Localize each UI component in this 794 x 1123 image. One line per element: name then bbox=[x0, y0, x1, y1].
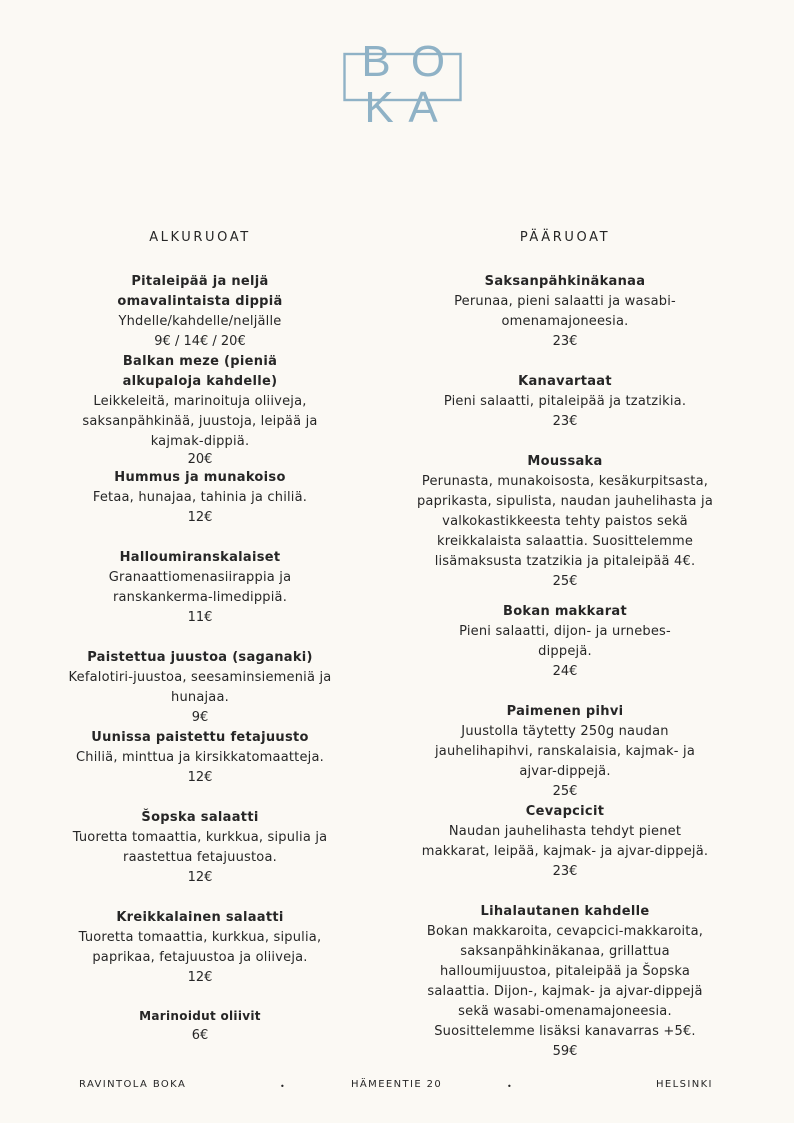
logo-letter-o: O bbox=[410, 38, 446, 86]
item-desc: Yhdelle/kahdelle/neljälle bbox=[118, 314, 282, 329]
menu-item bbox=[65, 728, 335, 788]
item-price: 9€ / 14€ / 20€ bbox=[154, 334, 246, 349]
item-name: Moussaka bbox=[527, 454, 603, 469]
item-desc: Granaattiomenasiirappia ja ranskankerma-limedippiä. bbox=[108, 570, 292, 605]
item-price: 20€ bbox=[187, 452, 213, 467]
item-price: 23€ bbox=[552, 414, 578, 429]
item-price: 23€ bbox=[552, 334, 578, 349]
item-name: Šopska salaatti bbox=[141, 810, 259, 825]
menu-item bbox=[420, 272, 710, 352]
footer-restaurant-name: RAVINTOLA BOKA bbox=[79, 1079, 187, 1090]
item-price: 6€ bbox=[191, 1028, 209, 1043]
item-name: Paimenen pihvi bbox=[506, 704, 624, 719]
item-desc: Tuoretta tomaattia, kurkkua, sipulia, paprikaa, fetajuustoa ja oliiveja. bbox=[78, 930, 322, 965]
item-name: Cevapcicit bbox=[525, 804, 605, 819]
menu-item bbox=[65, 648, 335, 728]
mains-column bbox=[416, 230, 714, 1062]
logo-letter-a: A bbox=[408, 83, 438, 124]
menu-item bbox=[65, 548, 335, 628]
item-desc: Perunaa, pieni salaatti ja wasabi-omenamajoneesia. bbox=[454, 294, 676, 329]
item-price: 12€ bbox=[187, 770, 213, 785]
menu-item bbox=[65, 1006, 335, 1046]
item-price: 23€ bbox=[552, 864, 578, 879]
footer-separator: • bbox=[507, 1082, 512, 1091]
menu-item bbox=[65, 908, 335, 988]
item-desc: Fetaa, hunajaa, tahinia ja chiliä. bbox=[92, 490, 308, 505]
item-price: 59€ bbox=[552, 1044, 578, 1059]
mains-title: PÄÄRUOAT bbox=[519, 230, 611, 245]
item-name: Kreikkalainen salaatti bbox=[116, 910, 284, 925]
menu-item bbox=[65, 272, 335, 352]
menu-item bbox=[420, 802, 710, 882]
item-name: Uunissa paistettu fetajuusto bbox=[91, 730, 309, 745]
menu-item bbox=[65, 808, 335, 888]
footer-city: HELSINKI bbox=[656, 1079, 713, 1090]
menu-item bbox=[65, 468, 335, 528]
item-price: 25€ bbox=[552, 574, 578, 589]
item-name: Hummus ja munakoiso bbox=[114, 470, 286, 485]
item-name: Lihalautanen kahdelle bbox=[480, 904, 650, 919]
menu-item bbox=[420, 602, 710, 682]
item-price: 9€ bbox=[191, 710, 209, 725]
item-price: 12€ bbox=[187, 870, 213, 885]
item-price: 24€ bbox=[552, 664, 578, 679]
item-name: Halloumiranskalaiset bbox=[119, 550, 281, 565]
item-desc: Chiliä, minttua ja kirsikkatomaatteja. bbox=[76, 750, 324, 765]
item-price: 12€ bbox=[187, 510, 213, 525]
menu-item bbox=[420, 702, 710, 802]
logo-letter-b: B bbox=[361, 38, 391, 86]
item-price: 25€ bbox=[552, 784, 578, 799]
item-name: Balkan meze (pieniä alkupaloja kahdelle) bbox=[122, 354, 278, 389]
item-desc: Bokan makkaroita, cevapcici-makkaroita, saksanpähkinäkanaa, grillattua halloumijuustoa, pitaleipää ja Šopska salaattia. Dijon-, kajmak- ja ajvar-dippejä sekä wasabi-omenamajoneesia. Suosittelemme lisäksi kanavarras +5€. bbox=[426, 924, 704, 1039]
item-name: Pitaleipää ja neljä omavalintaista dippiä bbox=[117, 274, 283, 309]
item-name: Marinoidut oliivit bbox=[139, 1009, 261, 1023]
menu-item bbox=[420, 902, 710, 1062]
item-desc: Naudan jauhelihasta tehdyt pienet makkarat, leipää, kajmak- ja ajvar-dippejä. bbox=[421, 824, 709, 859]
item-name: Paistettua juustoa (saganaki) bbox=[87, 650, 313, 665]
item-desc: Pieni salaatti, pitaleipää ja tzatzikia. bbox=[443, 394, 687, 409]
item-name: Saksanpähkinäkanaa bbox=[484, 274, 646, 289]
boka-logo bbox=[343, 38, 462, 124]
item-desc: Juustolla täytetty 250g naudan jauhelihapihvi, ranskalaisia, kajmak- ja ajvar-dippejä. bbox=[435, 724, 695, 779]
item-price: 11€ bbox=[187, 610, 213, 625]
footer-separator: • bbox=[280, 1082, 285, 1091]
footer-address: HÄMEENTIE 20 bbox=[351, 1079, 443, 1090]
menu-item bbox=[416, 452, 714, 592]
starters-title: ALKURUOAT bbox=[149, 230, 251, 245]
item-desc: Leikkeleitä, marinoituja oliiveja, saksanpähkinää, juustoja, leipää ja kajmak-dippiä. bbox=[82, 394, 318, 449]
item-desc: Perunasta, munakoisosta, kesäkurpitsasta, paprikasta, sipulista, naudan jauhelihasta ja valkokastikkeesta tehty paistos sekä kreikkalaista salaattia. Suosittelemme lisämaksusta tzatzikia ja pitaleipää 4€. bbox=[416, 474, 714, 569]
starters-column bbox=[65, 230, 335, 1046]
item-desc: Tuoretta tomaattia, kurkkua, sipulia ja raastettua fetajuustoa. bbox=[72, 830, 328, 865]
menu-item bbox=[420, 372, 710, 432]
item-desc: Kefalotiri-juustoa, seesaminsiemeniä ja hunajaa. bbox=[68, 670, 332, 705]
item-desc: Pieni salaatti, dijon- ja urnebes-dippejä. bbox=[459, 624, 671, 659]
item-name: Kanavartaat bbox=[518, 374, 612, 389]
menu-item bbox=[65, 352, 335, 468]
logo-letter-k: K bbox=[364, 83, 394, 124]
item-price: 12€ bbox=[187, 970, 213, 985]
item-name: Bokan makkarat bbox=[502, 604, 628, 619]
